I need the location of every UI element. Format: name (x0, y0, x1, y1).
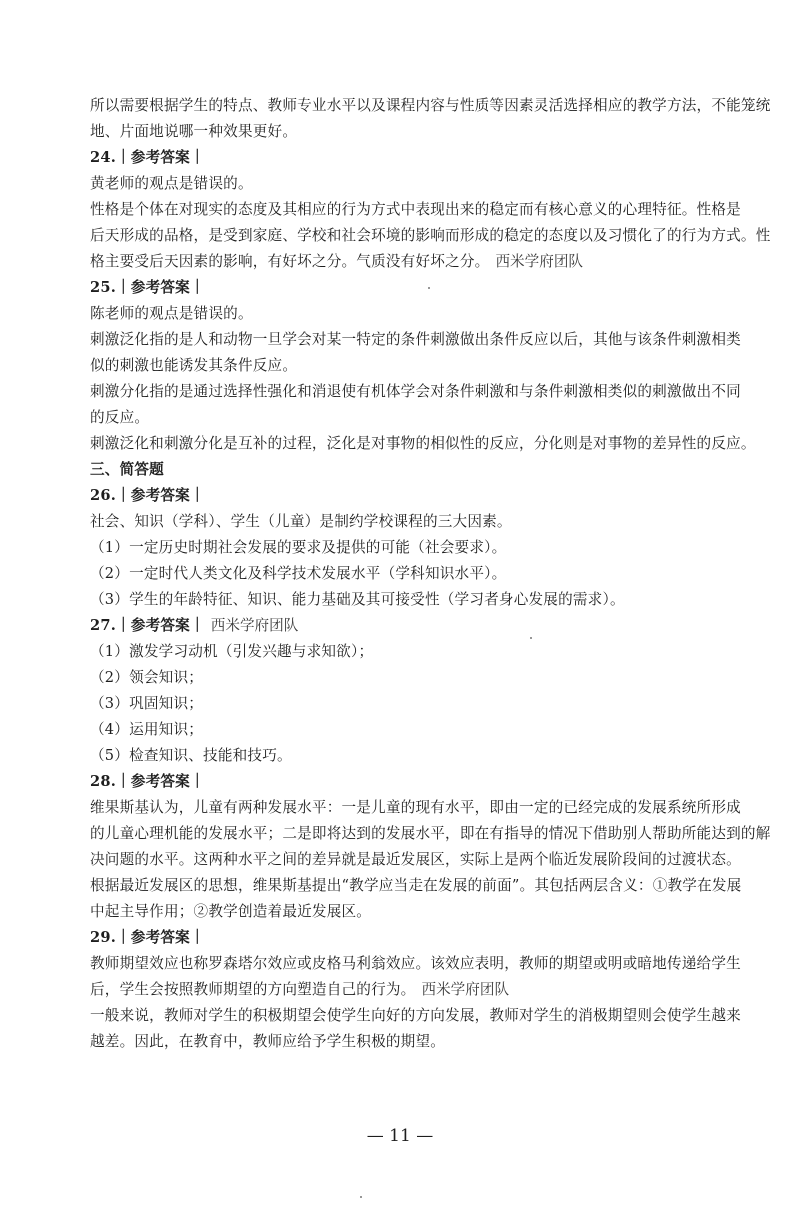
answer-heading-29: 29.｜参考答案｜ (90, 929, 205, 946)
text-line: 地、片面地说哪一种效果更好。 (90, 123, 298, 140)
text-line: 决问题的水平。这两种水平之间的差异就是最近发展区，实际上是两个临近发展阶段间的过渡状态。 (90, 851, 741, 868)
list-item: （1）激发学习动机（引发兴趣与求知欲）； (90, 643, 374, 660)
list-item: （1）一定历史时期社会发展的要求及提供的可能（社会要求）。 (90, 539, 507, 556)
text-line: 似的刺激也能诱发其条件反应。 (90, 357, 298, 374)
text-line: 教师期望效应也称罗森塔尔效应或皮格马利翁效应。该效应表明，教师的期望或明或暗地传递给学生 (90, 955, 741, 972)
text-line: 社会、知识（学科）、学生（儿童）是制约学校课程的三大因素。 (90, 513, 512, 530)
answer-heading-24: 24.｜参考答案｜ (90, 149, 205, 166)
text-line: 的反应。 (90, 409, 150, 426)
watermark-text: 西米学府团队 (210, 617, 299, 634)
text-line: 所以需要根据学生的特点、教师专业水平以及课程内容与性质等因素灵活选择相应的教学方法，不能笼统 (90, 97, 771, 114)
text-line: 一般来说，教师对学生的积极期望会使学生向好的方向发展，教师对学生的消极期望则会使学生越来 (90, 1007, 741, 1024)
answer-heading-26: 26.｜参考答案｜ (90, 487, 205, 504)
section-heading: 三、简答题 (90, 461, 164, 478)
list-item: （3）学生的年龄特征、知识、能力基础及其可接受性（学习者身心发展的需求）。 (90, 591, 625, 608)
answer-heading-27: 27.｜参考答案｜ 西米学府团队 (90, 617, 299, 634)
text-line: 刺激分化指的是通过选择性强化和消退使有机体学会对条件刺激和与条件刺激相类似的刺激做出不同 (90, 383, 741, 400)
text-line: 中起主导作用；②教学创造着最近发展区。 (90, 903, 372, 920)
list-item: （2）领会知识； (90, 669, 204, 686)
text-line: 根据最近发展区的思想，维果斯基提出“教学应当走在发展的前面”。其包括两层含义：①教学在发展 (90, 877, 742, 894)
scan-speck (428, 287, 430, 289)
text-line: 黄老师的观点是错误的。 (90, 175, 253, 192)
watermark-text: 西米学府团队 (421, 981, 510, 998)
text-line: 后天形成的品格，是受到家庭、学校和社会环境的影响而形成的稳定的态度以及习惯化了的行为方式。性 (90, 227, 771, 244)
list-item: （5）检查知识、技能和技巧。 (90, 747, 292, 764)
scan-speck (360, 1196, 362, 1198)
answer-heading-28: 28.｜参考答案｜ (90, 773, 205, 790)
list-item: （4）运用知识； (90, 721, 204, 738)
text-line: 刺激泛化和刺激分化是互补的过程，泛化是对事物的相似性的反应，分化则是对事物的差异性的反应。 (90, 435, 756, 452)
text-line: 陈老师的观点是错误的。 (90, 305, 253, 322)
text-line: 刺激泛化指的是人和动物一旦学会对某一特定的条件刺激做出条件反应以后，其他与该条件刺激相类 (90, 331, 741, 348)
scan-speck (530, 637, 532, 639)
page-number: — 11 — (366, 1126, 434, 1146)
text-line: 性格是个体在对现实的态度及其相应的行为方式中表现出来的稳定而有核心意义的心理特征。性格是 (90, 201, 741, 218)
text-line: 越差。因此，在教育中，教师应给予学生积极的期望。 (90, 1033, 446, 1050)
list-item: （2）一定时代人类文化及科学技术发展水平（学科知识水平）。 (90, 565, 507, 582)
list-item: （3）巩固知识； (90, 695, 204, 712)
watermark-text: 西米学府团队 (495, 253, 584, 270)
text-line: 后，学生会按照教师期望的方向塑造自己的行为。 西米学府团队 (90, 981, 510, 998)
text-line: 格主要受后天因素的影响，有好坏之分。气质没有好坏之分。 西米学府团队 (90, 253, 584, 270)
answer-heading-25: 25.｜参考答案｜ (90, 279, 205, 296)
text-line: 的儿童心理机能的发展水平；二是即将达到的发展水平，即在有指导的情况下借助别人帮助所能达到的解 (90, 825, 771, 842)
text-line: 维果斯基认为，儿童有两种发展水平：一是儿童的现有水平，即由一定的已经完成的发展系统所形成 (90, 799, 741, 816)
